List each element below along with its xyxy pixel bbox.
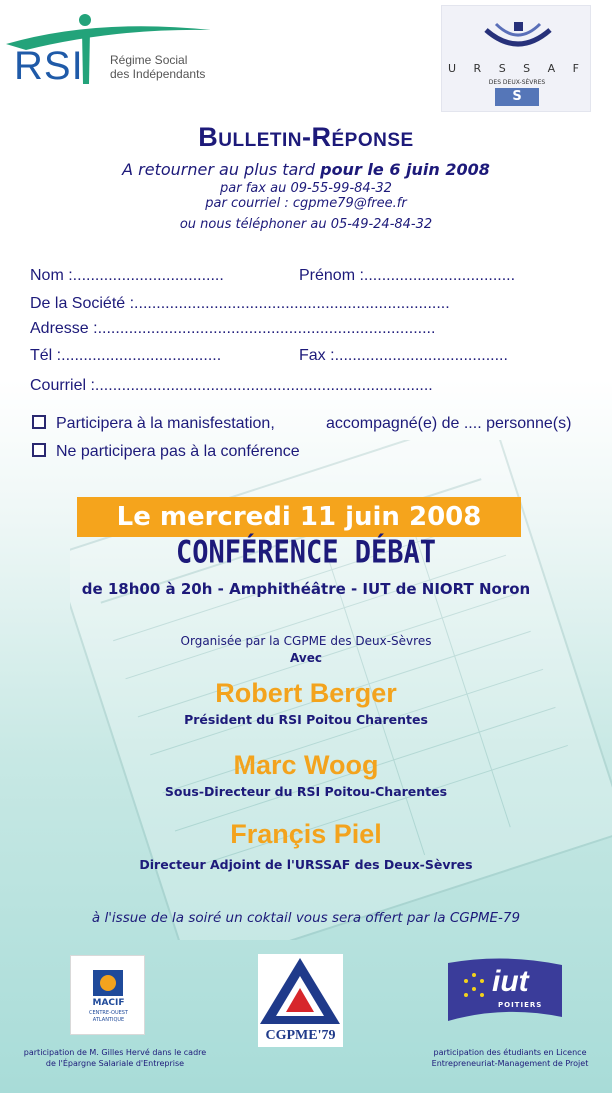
speaker-name: Françis Piel [230, 819, 382, 849]
organiser-line: Organisée par la CGPME des Deux-Sèvres [180, 634, 432, 648]
form-courriel: Courriel :............................................................................ [30, 377, 433, 394]
urssaf-name: U R S S A F [448, 62, 586, 75]
form-adresse: Adresse :............................................................................ [30, 320, 436, 337]
form-nom: Nom :.................................. [30, 267, 224, 284]
urssaf-emblem-icon [482, 20, 554, 54]
phone-line: ou nous téléphoner au 05-49-24-84-32 [179, 217, 433, 232]
macif-sub1: CENTRE-OUEST [88, 1010, 128, 1016]
footnote-right-line2: Entrepreneuriat-Management de Projet [431, 1059, 589, 1068]
footnote-right [410, 1047, 610, 1069]
footnote-right-line1: participation des étudiants en Licence [433, 1048, 587, 1057]
urssaf-sub: DES DEUX-SÈVRES [488, 79, 546, 86]
avec-line: Avec [290, 651, 322, 665]
form-fax: Fax :....................................... [299, 347, 508, 364]
checkbox-participe[interactable] [32, 415, 46, 429]
speaker-name: Marc Woog [233, 750, 379, 780]
option-ne-participe-label: Ne participera pas à la conférence [56, 443, 300, 460]
option-participe[interactable] [32, 415, 275, 433]
iut-name: iut [492, 965, 529, 998]
page-title: Bulletin-Réponse [198, 122, 414, 152]
cgpme-triangle-icon [258, 954, 343, 1028]
checkbox-ne-participe[interactable] [32, 443, 46, 457]
cgpme-logo [258, 954, 343, 1047]
macif-name: MACIF [92, 998, 125, 1008]
email-line: par courriel : cgpme79@free.fr [205, 196, 407, 211]
event-date-banner: Le mercredi 11 juin 2008 [77, 497, 521, 537]
iut-logo [444, 955, 566, 1026]
footnote-left-line1: participation de M. Gilles Hervé dans le cadre [23, 1048, 207, 1057]
cgpme-name: CGPME'79 [265, 1028, 336, 1043]
cocktail-line: à l'issue de la soiré un coktail vous sera offert par la CGPME-79 [91, 910, 521, 926]
option-participe-label: Participera à la manisfestation, [56, 415, 275, 432]
macif-sub2: ATLANTIQUE [92, 1017, 125, 1023]
rsi-initials: RSI [14, 44, 84, 88]
speaker-role: Président du RSI Poitou Charentes [184, 712, 428, 727]
urssaf-logo [441, 5, 591, 112]
conference-title: CONFÉRENCE DÉBAT [175, 534, 437, 571]
speaker-role: Directeur Adjoint de l'URSSAF des Deux-Sèvres [139, 857, 473, 872]
form-societe: De la Société :....................................................................... [30, 295, 450, 312]
form-prenom: Prénom :.................................. [299, 267, 516, 284]
rsi-line2: des Indépendants [110, 67, 206, 81]
speaker-role: Sous-Directeur du RSI Poitou-Charentes [164, 784, 448, 799]
urssaf-mark: S [495, 88, 539, 106]
event-time-place: de 18h00 à 20h - Amphithéâtre - IUT de NIORT Noron [81, 580, 531, 598]
speaker-name: Robert Berger [215, 678, 397, 708]
return-prefix: A retourner au plus tard [122, 160, 321, 179]
rsi-logo [6, 12, 218, 92]
option-ne-participe[interactable] [32, 443, 300, 461]
return-date: pour le 6 juin 2008 [320, 160, 490, 179]
fax-line: par fax au 09-55-99-84-32 [220, 181, 392, 196]
footnote-left [20, 1047, 210, 1069]
macif-emblem-icon [93, 970, 123, 996]
rsi-line1: Régime Social [110, 53, 188, 67]
footnote-left-line2: de l'Épargne Salariale d'Entreprise [45, 1059, 185, 1068]
iut-sub: POITIERS [498, 1001, 543, 1009]
return-deadline [0, 160, 612, 179]
macif-logo [70, 955, 145, 1035]
form-tel: Tél :.................................... [30, 347, 222, 364]
option-accompagne: accompagné(e) de .... personne(s) [326, 415, 572, 432]
